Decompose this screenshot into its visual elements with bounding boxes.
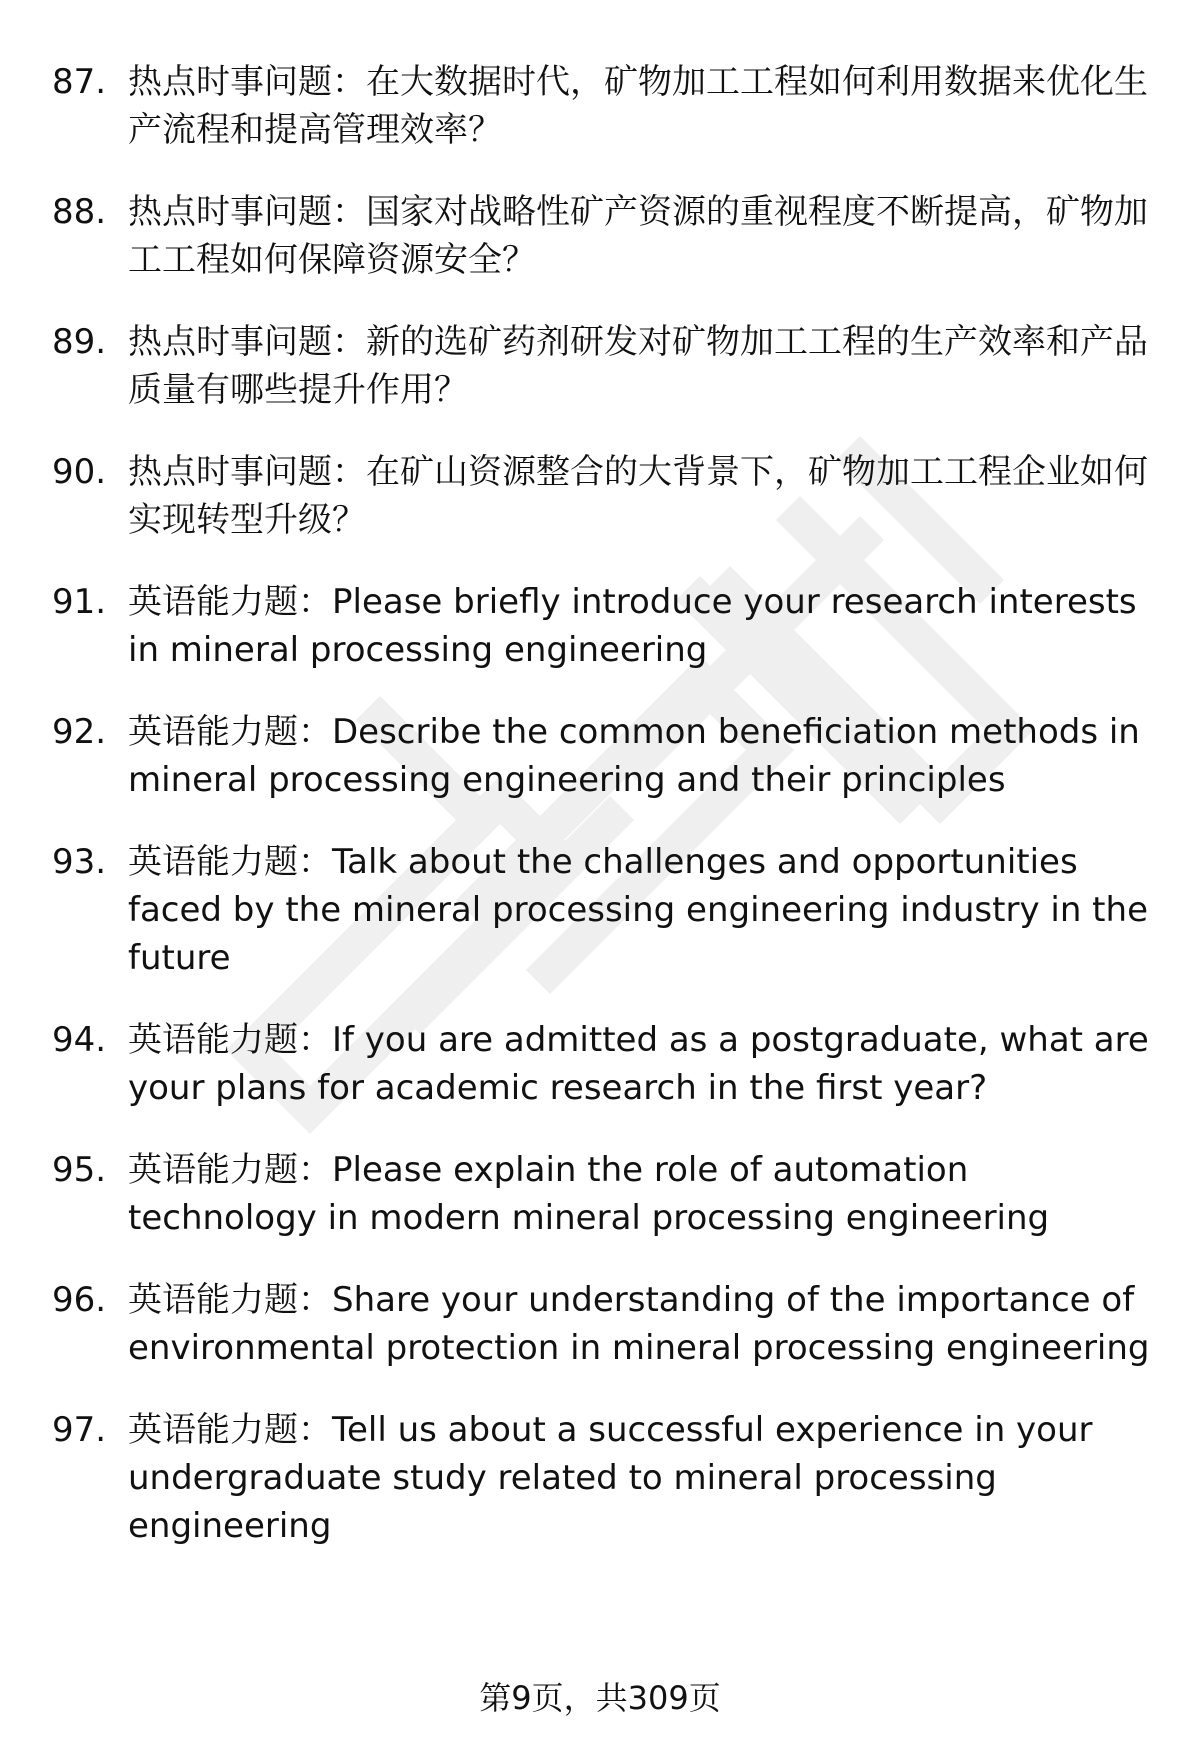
question-number: 96. <box>52 1280 107 1320</box>
question-text: 热点时事问题：在大数据时代，矿物加工工程如何利用数据来优化生产流程和提高管理效率？ <box>128 62 1148 150</box>
question-item <box>52 578 1162 674</box>
question-number: 97. <box>52 1410 107 1450</box>
question-item <box>52 1406 1162 1550</box>
question-text: 热点时事问题：在矿山资源整合的大背景下，矿物加工工程企业如何实现转型升级？ <box>128 452 1148 540</box>
question-number: 93. <box>52 842 107 882</box>
question-number: 87. <box>52 62 107 102</box>
page-number-label: 第9页，共309页 <box>479 1679 721 1717</box>
question-item <box>52 188 1162 284</box>
question-text: 英语能力题：Talk about the challenges and opportunities faced by the mineral processing engineering industry in the future <box>128 842 1148 978</box>
question-item <box>52 1276 1162 1372</box>
question-number: 89. <box>52 322 107 362</box>
question-number: 92. <box>52 712 107 752</box>
question-number: 90. <box>52 452 107 492</box>
question-number: 95. <box>52 1150 107 1190</box>
question-text: 英语能力题：Please briefly introduce your research interests in mineral processing engineering <box>128 582 1137 670</box>
question-text: 英语能力题：If you are admitted as a postgraduate, what are your plans for academic research in the first year? <box>128 1020 1149 1108</box>
question-list <box>52 58 1162 1584</box>
question-item <box>52 318 1162 414</box>
question-item <box>52 448 1162 544</box>
question-text: 热点时事问题：国家对战略性矿产资源的重视程度不断提高，矿物加工工程如何保障资源安全？ <box>128 192 1148 280</box>
question-item <box>52 1016 1162 1112</box>
page-footer <box>0 1676 1200 1720</box>
question-item <box>52 1146 1162 1242</box>
question-text: 热点时事问题：新的选矿药剂研发对矿物加工工程的生产效率和产品质量有哪些提升作用？ <box>128 322 1148 410</box>
question-item <box>52 708 1162 804</box>
question-number: 91. <box>52 582 107 622</box>
question-number: 94. <box>52 1020 107 1060</box>
question-number: 88. <box>52 192 107 232</box>
question-item <box>52 58 1162 154</box>
question-text: 英语能力题：Share your understanding of the importance of environmental protection in mineral processing engineering <box>128 1280 1150 1368</box>
question-text: 英语能力题：Tell us about a successful experience in your undergraduate study related to mineral processing engineering <box>128 1410 1093 1546</box>
question-text: 英语能力题：Please explain the role of automation technology in modern mineral processing engineering <box>128 1150 1050 1238</box>
question-text: 英语能力题：Describe the common beneficiation methods in mineral processing engineering and their principles <box>128 712 1140 800</box>
question-item <box>52 838 1162 982</box>
